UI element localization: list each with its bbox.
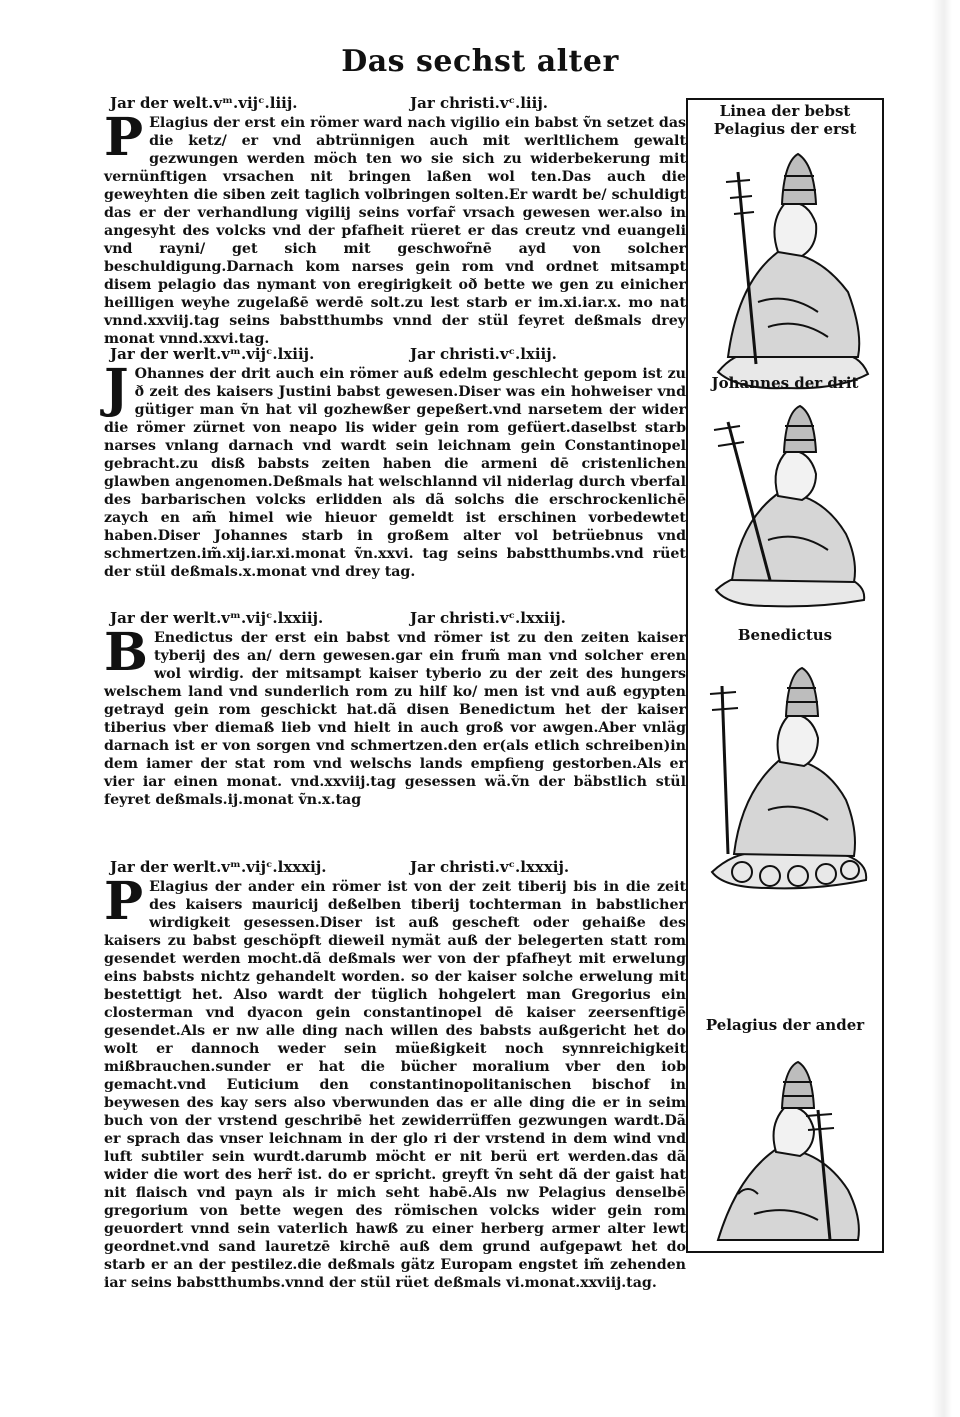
year-world: Jar der werlt.vᵐ.vijᶜ.lxxiij. [110, 609, 324, 627]
year-world: Jar der welt.vᵐ.vijᶜ.liij. [110, 94, 298, 112]
pope-portrait-woodcut [698, 650, 874, 890]
page-edge-shadow [932, 0, 952, 1417]
year-line [104, 858, 686, 876]
text-section-1 [104, 94, 686, 348]
initial-letter: B [104, 622, 148, 683]
initial-letter: J [104, 358, 129, 419]
pope-portrait-woodcut [698, 400, 874, 610]
year-world: Jar der werlt.vᵐ.vijᶜ.lxiij. [110, 345, 315, 363]
lineage-panel [686, 98, 884, 1253]
year-christ: Jar christi.vᶜ.lxiij. [410, 345, 557, 363]
year-christ: Jar christi.vᶜ.liij. [410, 94, 548, 112]
year-christ: Jar christi.vᶜ.lxxxij. [410, 858, 570, 876]
paragraph-text: Elagius der ander ein römer ist von der zeit tiberij bis in die zeit des kaisers mauricij deßelben tiberij tochterman in babstlicher wirdigkeit gesessen.Diser ist auß gescheft oder gehaiße des kaisers zu babst geschöpft dieweil nymät auß der belegerten statt rom gesendet werden mocht.dã deßmals wer von der pfafheyt mit erwelung eins babsts nichtz gehandelt worden. so der kaiser solche erwelung mit bestettigt het. Also wardt der tüglich hohgelert man Gregorius ein closterman vnd dyacon gein constantinopel dē kaiser zeersenftigē gesendet.Als er nw alle ding nach willen des babsts außgericht het do wolt er dannoch weder sein müeßigkeit noch synnreichigkeit mißbrauchen.sunder er hat die bücher moralium vber den iob gemacht.vnd Euticium den constantinopolitanischen bischof in beywesen des kay sers also vberwunden das er alle ding die er in seim buch von der vrstend geschribē het zewiderrüffen gezwungen wardt.Dã er sprach das vnser leichnam in der glo ri der vrstend in dem wind vnd luft subtiler sein wurdt.darumb möcht er nit berü ert werden.das dã wider die wort des herr̃ ist. do er spricht. greyft ṽn seht dã der gaist hat nit flaisch vnd payn als ir mich seht habē.Als nw Pelagius denselbē gregorium von bette wegen des römischen volcks wider gein rom geuordert vnnd sein vaterlich hawß zu einer herberg armer alter lewt geordnet.vnd sand lauretzē kirchē auß dem grund aufgepawt het do starb er an der pestilez.die deßmals gätz Europam engstet im̃ zehenden iar seins babstthumbs.vnnd der stül rüet deßmals vi.monat.xxviij.tag. [104, 879, 686, 1291]
year-line [104, 94, 686, 112]
text-section-2 [104, 345, 686, 581]
pope-name: Pelagius der ander [705, 1016, 865, 1034]
paragraph-text: Enedictus der erst ein babst vnd römer ist zu den zeiten kaiser tyberij des an/ dern gewesen.gar ein frum̃ man vnd solcher eren wol wirdig. der mitsampt kaiser tyberio zu der zeit des hungers welschem land vnd sunderlich rom zu hilf ko/ men ist vnd auß egypten getrayd gein rom geschickt hat.dã disen Benedictum het der kaiser tiberius vber diemaß lieb vnd hielt in auch groß vor awgen.Aber vnläg darnach ist er von sorgen vnd schmertzen.den er(als etlich schreiben)in dem iamer der stat rom vnd welschs lands empfieng gestorben.Als er vier iar einen monat. vnd.xxviij.tag gesessen wä.ṽn der bäbstlich stül feyret deßmals.ij.monat ṽn.x.tag [104, 630, 686, 808]
pope-name: Benedictus [737, 626, 833, 644]
initial-letter: P [104, 107, 144, 168]
paragraph-text: Ohannes der drit auch ein römer auß edelm geschlecht gepom ist zu ð zeit des kaisers Justini babst gewesen.Diser was ein hohweiser vnd gütiger man ṽn hat vil gozhewßer gepeßert.vnd narsetem der wider die römer zürnet von neapo lis wider gein rom gefüert.daselbst starb narses vnlang darnach vnd wardt sein leichnam gein Constantinopel gebracht.zu disß babsts zeiten haben die armeni dē cristenlichen glawben angenomen.Deßmals hat welschlannd vil niderlag durch vberfal des barbarischen volcks erlidden als dã solchs die erschrockenlichē zaych en am̃ himel wie hieuor gemeldt ist erschinen vorbedewtet haben.Diser Johannes starb in großem alter vol betrüebnus vnd schmertzen.im̃.xij.iar.xi.monat ṽn.xxvi. tag seins babstthumbs.vnd rüet der stül deßmals.x.monat vnd drey tag. [104, 366, 686, 580]
year-line [104, 345, 686, 363]
panel-top-rule [688, 98, 882, 100]
lineage-title-line: Pelagius der erst [713, 120, 857, 138]
year-christ: Jar christi.vᶜ.lxxiij. [410, 609, 566, 627]
text-paragraph [104, 622, 686, 809]
year-line [104, 609, 686, 627]
text-section-4 [104, 858, 686, 1292]
text-paragraph [104, 871, 686, 1292]
lineage-title [688, 102, 882, 138]
initial-letter: P [104, 871, 144, 932]
paragraph-text: Elagius der erst ein römer ward nach vigilio ein babst ṽn setzet das die ketz/ er vnd abtrünnigen auch mit werltlichem gewalt gezwungen werden möch ten wo sie sich zu widerbekerung mit vernünftigen vrsachen nit bringen laßen wol ten.Das auch die geweyhten die siben zeit taglich volbringen solten.Er wardt be/ schuldigt das er der verhandlung vigilij seins vorfar̃ vrsach gewesen wer.also in angesyht des volcks vnd der pfafheit rüeret er das creutz vnd euangeli vnd rayni/ get sich mit geschwor̃nē ayd von solcher beschuldigung.Darnach kom narses gein rom vnd ordnet mitsampt disem pelagio das nymant von eregirigkeit oð bette we gen zu einicher heilligen weyhe zugelaßē werdē solt.zu lest starb er im.xi.iar.x. mo nat vnnd.xxviij.tag seins babstthumbs vnnd der stül feyret deßmals drey monat vnnd.xxvi.tag. [104, 115, 686, 347]
text-section-3 [104, 609, 686, 809]
lineage-title-line: Linea der bebst [719, 102, 851, 120]
page-title: Das sechst alter [341, 44, 619, 79]
pope-name: Johannes der drit [711, 374, 859, 392]
panel-bottom-rule [688, 1251, 882, 1253]
year-world: Jar der werlt.vᵐ.vijᶜ.lxxxij. [110, 858, 327, 876]
text-paragraph [104, 107, 686, 348]
pope-portrait-woodcut [698, 1044, 874, 1244]
pope-portrait-woodcut [698, 142, 874, 392]
text-paragraph [104, 358, 686, 581]
